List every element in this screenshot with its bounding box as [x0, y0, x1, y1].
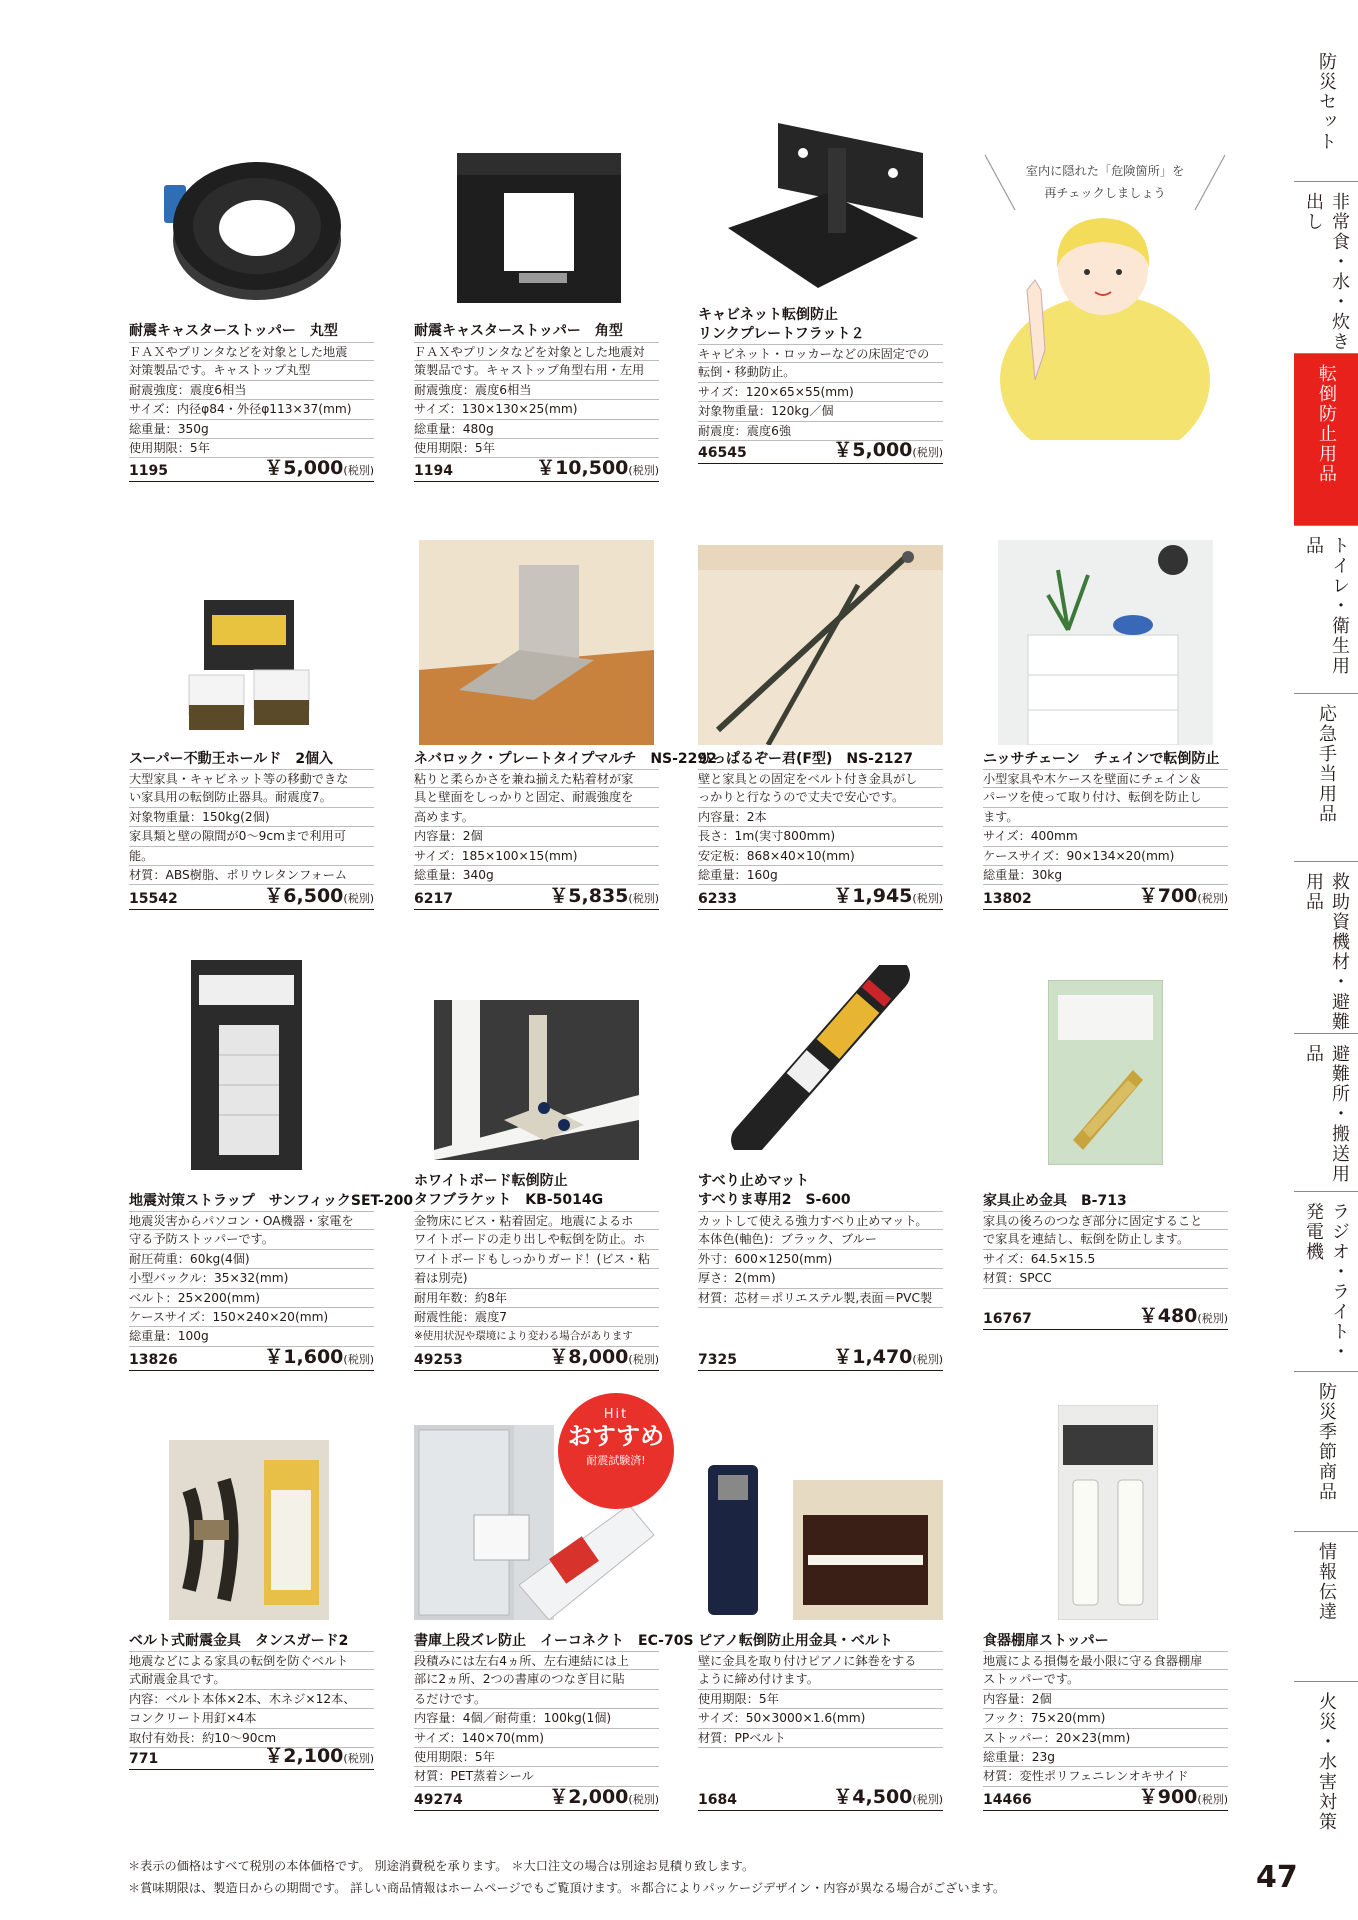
caster-stopper-round-image	[159, 140, 349, 315]
bubble-line: 室内に隠れた「危険箇所」を	[1025, 164, 1185, 178]
tab-hinanjo[interactable]	[1294, 1034, 1358, 1192]
product-title	[698, 750, 943, 769]
product-description	[983, 1651, 1228, 1787]
product-footer	[698, 1787, 943, 1811]
product-title-line: 地震対策ストラップ サンフィックSET-200	[129, 1193, 414, 1209]
product-title-line: ピアノ転倒防止用金具・ベルト	[698, 1633, 893, 1649]
desc-line: 材質：SPCC	[983, 1269, 1228, 1288]
desc-line: サイズ：64.5×15.5	[983, 1250, 1228, 1269]
desc-line: 内容量：2個	[414, 827, 659, 846]
product-photo-hipparuzo	[698, 545, 943, 745]
tab-tentou-boushi[interactable]	[1294, 354, 1358, 526]
product-price	[833, 881, 943, 908]
product-footer	[698, 1347, 943, 1371]
desc-line: るだけです。	[414, 1690, 659, 1709]
product-title	[698, 1632, 943, 1651]
desc-line: 使用期限：5年	[414, 439, 659, 458]
product-description	[414, 769, 659, 885]
desc-line: 内容：ベルト本体×2本、木ネジ×12本、	[129, 1690, 374, 1709]
desc-line: 材質：芯材＝ポリエステル製,表面＝PVC製	[698, 1289, 943, 1308]
desc-line: 総重量：160g	[698, 866, 943, 885]
product-code: 7325	[698, 1352, 737, 1368]
desc-line: サイズ：50×3000×1.6(mm)	[698, 1709, 943, 1728]
product-title	[414, 1172, 659, 1210]
product-footer	[129, 886, 374, 910]
desc-line: 家具類と壁の隙間が0〜9cmまで利用可	[129, 827, 374, 846]
desc-line: 能。	[129, 847, 374, 866]
product-title-line: 耐震キャスターストッパー 丸型	[129, 323, 338, 339]
product-footer	[414, 1347, 659, 1371]
tax-label: (税別)	[912, 1793, 943, 1806]
tax-label: (税別)	[628, 892, 659, 905]
desc-line: 総重量：30kg	[983, 866, 1228, 885]
desc-line: 着は別売)	[414, 1269, 659, 1288]
tab-label: トイレ・衛生用品	[1303, 536, 1350, 676]
desc-line: ベルト：25×200(mm)	[129, 1289, 374, 1308]
desc-line: フック：75×20(mm)	[983, 1709, 1228, 1728]
product-price	[1139, 881, 1228, 908]
tab-kyuujo-shikizai[interactable]	[1294, 862, 1358, 1034]
product-code: 1194	[414, 463, 453, 479]
desc-line: ワイトボードの走り出しや転倒を防止。ホ	[414, 1230, 659, 1249]
product-title-line: ひっぱるぞー君(F型) NS-2127	[698, 751, 913, 767]
tax-label: (税別)	[1197, 1312, 1228, 1325]
product-description	[698, 344, 943, 441]
tab-label: 火災・水害対策	[1316, 1692, 1337, 1832]
product-title-line: リンクプレートフラット２	[698, 326, 865, 342]
product-card-16767	[983, 960, 1228, 1360]
product-price	[549, 1342, 659, 1369]
desc-line: 式耐震金具です。	[129, 1670, 374, 1689]
product-footer	[129, 1347, 374, 1371]
desc-line: 家具の後ろのつなぎ部分に固定すること	[983, 1211, 1228, 1230]
product-card-13802	[983, 540, 1228, 920]
product-footer	[414, 458, 659, 482]
suberima-mat-roll-image	[718, 965, 918, 1150]
product-footer	[698, 440, 943, 464]
product-footer	[698, 886, 943, 910]
product-card-15542	[129, 540, 374, 920]
desc-line: い家具用の転倒防止器具。耐震度7。	[129, 788, 374, 807]
price-value: ￥480	[1138, 1305, 1198, 1327]
product-footer	[414, 886, 659, 910]
desc-line: 段積みには左右4ヵ所、左右連結には上	[414, 1651, 659, 1670]
tax-label: (税別)	[628, 1353, 659, 1366]
desc-line: 外寸：600×1250(mm)	[698, 1250, 943, 1269]
tax-label: (税別)	[343, 1752, 374, 1765]
desc-line: 長さ：1m(実寸800mm)	[698, 827, 943, 846]
tax-label: (税別)	[628, 1793, 659, 1806]
product-photo-cupboard-stopper	[1058, 1405, 1158, 1620]
price-value: ￥900	[1138, 1786, 1198, 1808]
desc-line: サイズ：120×65×55(mm)	[698, 383, 943, 402]
tax-label: (税別)	[912, 892, 943, 905]
product-price	[536, 453, 659, 480]
product-card-13826	[129, 960, 414, 1370]
tab-label: 応急手当用品	[1316, 704, 1337, 824]
desc-line: 総重量：480g	[414, 420, 659, 439]
product-title-line: ネバロック・プレートタイプマルチ NS-2292	[414, 751, 717, 767]
desc-note: ※使用状況や環境により変わる場合があります	[414, 1327, 659, 1346]
price-value: ￥1,470	[833, 1346, 913, 1368]
product-title	[129, 1192, 414, 1211]
desc-line: 材質：変性ポリフェニレンオキサイド	[983, 1767, 1228, 1786]
footer-notes	[128, 1855, 1128, 1899]
desc-line: 耐圧荷重：60kg(4個)	[129, 1250, 374, 1269]
category-tabs	[1294, 42, 1358, 1862]
speech-bubble	[1010, 160, 1200, 204]
desc-line: サイズ：140×70(mm)	[414, 1729, 659, 1748]
desc-line: 材質：ABS樹脂、ポリウレタンフォーム	[129, 866, 374, 885]
product-footer	[983, 886, 1228, 910]
product-price	[1139, 1301, 1228, 1328]
page-number: 47	[1256, 1860, 1298, 1895]
desc-line: ワイトボードもしっかりガード！(ビス・粘	[414, 1250, 659, 1269]
desc-line: 総重量：350g	[129, 420, 374, 439]
desc-line: 壁に金具を取り付けピアノに鉢巻をする	[698, 1651, 943, 1670]
tab-radio-light[interactable]	[1294, 1192, 1358, 1372]
product-description	[129, 342, 374, 458]
product-photo-nevarock	[419, 540, 654, 745]
desc-line: ストッパー：20×23(mm)	[983, 1729, 1228, 1748]
product-title	[414, 750, 717, 769]
product-photo-sunfic-strap	[189, 960, 304, 1170]
product-code: 16767	[983, 1311, 1032, 1327]
product-description	[414, 342, 659, 458]
product-title	[698, 306, 943, 344]
tax-label: (税別)	[343, 1353, 374, 1366]
desc-line: 耐震強度：震度6相当	[129, 381, 374, 400]
desc-line: コンクリート用釘×4本	[129, 1709, 374, 1728]
product-title-line: 食器棚扉ストッパー	[983, 1633, 1109, 1649]
product-price	[833, 1782, 943, 1809]
tab-label: 避難所・搬送用品	[1303, 1044, 1350, 1184]
product-title	[983, 750, 1228, 769]
product-card-1194	[414, 130, 659, 490]
tab-label: 防災季節商品	[1316, 1382, 1337, 1502]
product-title	[983, 1632, 1228, 1651]
product-title-line: 耐震キャスターストッパー 角型	[414, 323, 623, 339]
desc-line: ＦＡＸやプリンタなどを対象とした地震対	[414, 342, 659, 361]
product-code: 13826	[129, 1352, 178, 1368]
product-card-7325	[698, 960, 943, 1370]
desc-line: パーツを使って取り付け、転倒を防止し	[983, 788, 1228, 807]
cupboard-stopper-package-image	[1058, 1405, 1158, 1620]
product-code: 13802	[983, 891, 1032, 907]
tab-oukyuu-teate[interactable]	[1294, 694, 1358, 862]
desc-line: 金物床にビス・粘着固定。地震によるホ	[414, 1211, 659, 1230]
product-price	[264, 453, 374, 480]
desc-line: 使用期限：5年	[129, 439, 374, 458]
desc-line: 厚さ：2(mm)	[698, 1269, 943, 1288]
product-card-6233	[698, 540, 943, 920]
tab-jouhou-dentatsu[interactable]	[1294, 1532, 1358, 1682]
desc-line: 小型バックル：35×32(mm)	[129, 1269, 374, 1288]
product-photo-tough-bracket	[434, 1000, 639, 1160]
price-value: ￥4,500	[833, 1786, 913, 1808]
desc-line: 対象物重量：150kg(2個)	[129, 808, 374, 827]
product-footer	[983, 1787, 1228, 1811]
product-card-46545	[698, 118, 943, 478]
price-value: ￥1,945	[833, 885, 913, 907]
nissa-chain-shelf-image	[998, 540, 1213, 745]
tab-label: 救助資機材・避難用品	[1303, 872, 1350, 1032]
desc-line: 大型家具・キャビネット等の移動できな	[129, 769, 374, 788]
product-card-6217	[414, 540, 717, 920]
product-price	[264, 1741, 374, 1768]
product-price	[549, 881, 659, 908]
desc-line: 対象物重量：120kg／個	[698, 402, 943, 421]
desc-line: 取付有効長：約10〜90cm	[129, 1729, 374, 1748]
product-photo-piano-belt	[703, 1465, 943, 1620]
desc-line: 総重量：100g	[129, 1327, 374, 1346]
recommend-label: おすすめ	[567, 1422, 665, 1450]
desc-line: 耐用年数：約8年	[414, 1289, 659, 1308]
product-title-line: すべりま専用2 S-600	[698, 1192, 851, 1208]
b713-bracket-package-image	[1048, 980, 1163, 1165]
desc-line: 壁と家具との固定をベルト付き金具がし	[698, 769, 943, 788]
link-plate-image	[708, 118, 933, 303]
nevarock-plate-image	[419, 540, 654, 745]
product-title-line: スーパー不動王ホールド 2個入	[129, 751, 334, 767]
bubble-line: 再チェックしましょう	[1044, 186, 1166, 200]
product-code: 15542	[129, 891, 178, 907]
desc-line: ます。	[983, 808, 1228, 827]
product-footer	[129, 458, 374, 482]
desc-line: 地震による損傷を最小限に守る食器棚扉	[983, 1651, 1228, 1670]
product-footer	[414, 1787, 659, 1811]
desc-line: 本体色(軸色)：ブラック、ブルー	[698, 1230, 943, 1249]
product-code: 6217	[414, 891, 453, 907]
desc-line: で家具を連結し、転倒を防止します。	[983, 1230, 1228, 1249]
price-value: ￥1,600	[264, 1346, 344, 1368]
hit-recommended-badge	[558, 1393, 674, 1509]
desc-line: 耐震強度：震度6相当	[414, 381, 659, 400]
product-price	[549, 1782, 659, 1809]
price-value: ￥8,000	[549, 1346, 629, 1368]
price-value: ￥10,500	[536, 457, 629, 479]
caster-stopper-square-image	[449, 145, 629, 315]
price-value: ￥5,835	[549, 885, 629, 907]
product-description	[983, 769, 1228, 885]
desc-line: 部に2ヵ所、2つの書庫のつなぎ目に貼	[414, 1670, 659, 1689]
tax-label: (税別)	[912, 1353, 943, 1366]
product-title	[414, 1632, 694, 1651]
desc-line: サイズ：400mm	[983, 827, 1228, 846]
product-title-line: 家具止め金具 B-713	[983, 1193, 1127, 1209]
product-title	[129, 1632, 374, 1651]
desc-line: 策製品です。キャストップ角型右用・左用	[414, 361, 659, 380]
tab-kisetsu-shouhin[interactable]	[1294, 1372, 1358, 1532]
tough-bracket-image	[434, 1000, 639, 1160]
price-value: ￥2,000	[549, 1786, 629, 1808]
desc-line: 安定板：868×40×10(mm)	[698, 847, 943, 866]
product-title-line: 書庫上段ズレ防止 イーコネクト EC-70S	[414, 1633, 694, 1649]
desc-line: サイズ：185×100×15(mm)	[414, 847, 659, 866]
desc-line: ように締め付けます。	[698, 1670, 943, 1689]
product-price	[264, 1342, 374, 1369]
product-price	[1139, 1782, 1228, 1809]
tested-label: 耐震試験済!	[586, 1454, 646, 1467]
product-photo-nissa-chain	[998, 540, 1213, 745]
product-photo-caster-round	[159, 140, 349, 315]
product-footer	[129, 1746, 374, 1770]
desc-line: カットして使える強力すべり止めマット。	[698, 1211, 943, 1230]
tax-label: (税別)	[912, 446, 943, 459]
desc-line: キャビネット・ロッカーなどの床固定での	[698, 344, 943, 363]
product-title	[414, 322, 659, 341]
tab-bousai-set[interactable]	[1294, 42, 1358, 182]
product-photo-link-plate	[708, 118, 933, 303]
tab-label: 情報伝達	[1316, 1542, 1337, 1622]
product-code: 6233	[698, 891, 737, 907]
price-value: ￥5,000	[264, 457, 344, 479]
desc-line: 地震などによる家具の転倒を防ぐベルト	[129, 1651, 374, 1670]
desc-line: 総重量：340g	[414, 866, 659, 885]
desc-line: 使用期限：5年	[698, 1690, 943, 1709]
product-title-line: すべり止めマット	[698, 1173, 810, 1189]
product-code: 49274	[414, 1792, 463, 1808]
fudouou-hold-image	[184, 595, 319, 735]
product-photo-caster-square	[449, 145, 629, 315]
product-card-1684	[698, 1400, 943, 1808]
price-value: ￥6,500	[264, 885, 344, 907]
desc-line: っかりと行なうので丈夫で安心です。	[698, 788, 943, 807]
desc-line: 材質：PET蒸着シール	[414, 1767, 659, 1786]
product-description	[129, 1211, 374, 1347]
product-title	[698, 1172, 943, 1210]
product-title	[983, 1192, 1228, 1211]
piano-belt-image	[703, 1465, 943, 1620]
product-description	[983, 1211, 1228, 1289]
desc-line: 使用期限：5年	[414, 1748, 659, 1767]
desc-line: 高めます。	[414, 808, 659, 827]
product-description	[129, 1651, 374, 1748]
product-code: 14466	[983, 1792, 1032, 1808]
tab-label: 防災セット	[1316, 52, 1337, 152]
desc-line: ＦＡＸやプリンタなどを対象とした地震	[129, 342, 374, 361]
product-code: 771	[129, 1751, 159, 1767]
product-photo-suberima	[718, 965, 918, 1150]
desc-line: 耐震性能：震度7	[414, 1308, 659, 1327]
product-title-line: キャビネット転倒防止	[698, 307, 838, 323]
product-card-1195	[129, 130, 374, 490]
product-title-line: ホワイトボード転倒防止	[414, 1173, 568, 1189]
tansguard-belt-image	[169, 1440, 329, 1620]
product-description	[698, 1211, 943, 1308]
desc-line: 材質：PPベルト	[698, 1729, 943, 1748]
footer-note-line: ＊表示の価格はすべて税別の本体価格です。 別途消費税を承ります。 ＊大口注文の場合は別途お見積り致します。	[128, 1859, 755, 1873]
desc-line: 転倒・移動防止。	[698, 363, 943, 382]
product-code: 46545	[698, 445, 747, 461]
hipparuzo-belt-image	[698, 545, 943, 745]
footer-note-line: ＊賞味期限は、製造日からの期間です。 詳しい商品情報はホームページでもご覧頂けます。＊都合によりパッケージデザイン・内容が異なる場合がございます。	[128, 1881, 1006, 1895]
product-title	[129, 750, 374, 769]
tax-label: (税別)	[1197, 892, 1228, 905]
desc-line: 総重量：23g	[983, 1748, 1228, 1767]
price-value: ￥5,000	[833, 439, 913, 461]
product-code: 49253	[414, 1352, 463, 1368]
desc-line: 守る予防ストッパーです。	[129, 1230, 374, 1249]
product-title-line: タフブラケット KB-5014G	[414, 1192, 604, 1208]
product-title	[129, 322, 374, 341]
product-code: 1684	[698, 1792, 737, 1808]
tab-toilet-eisei[interactable]	[1294, 526, 1358, 694]
product-description	[414, 1211, 659, 1347]
desc-line: 内容量：4個／耐荷重：100kg(1個)	[414, 1709, 659, 1728]
product-description	[698, 1651, 943, 1748]
desc-line: 内容量：2個	[983, 1690, 1228, 1709]
product-photo-tansguard	[169, 1440, 329, 1620]
product-card-49253	[414, 960, 659, 1370]
product-price	[833, 1342, 943, 1369]
desc-line: サイズ：130×130×25(mm)	[414, 400, 659, 419]
desc-line: 具と壁面をしっかりと固定、耐震強度を	[414, 788, 659, 807]
product-footer	[983, 1306, 1228, 1330]
desc-line: ケースサイズ：150×240×20(mm)	[129, 1308, 374, 1327]
tab-label: 転倒防止用品	[1316, 364, 1337, 484]
desc-line: 対策製品です。キャストップ丸型	[129, 361, 374, 380]
tab-label: 非常食・水・炊き出し	[1303, 192, 1350, 352]
product-card-14466	[983, 1400, 1228, 1808]
desc-line: 小型家具や木ケースを壁面にチェイン＆	[983, 769, 1228, 788]
product-description	[414, 1651, 659, 1787]
tab-hijoushoku[interactable]	[1294, 182, 1358, 354]
price-value: ￥2,100	[264, 1745, 344, 1767]
tax-label: (税別)	[343, 892, 374, 905]
hit-label: Hit	[603, 1407, 629, 1422]
product-photo-b713	[1048, 980, 1163, 1165]
desc-line: 耐震度：震度6強	[698, 422, 943, 441]
desc-line: 粘りと柔らかさを兼ね揃えた粘着材が家	[414, 769, 659, 788]
desc-line: 内容量：2本	[698, 808, 943, 827]
sunfic-strap-package-image	[189, 960, 304, 1170]
desc-line: サイズ：内径φ84・外径φ113×37(mm)	[129, 400, 374, 419]
desc-line: 地震災害からパソコン・OA機器・家電を	[129, 1211, 374, 1230]
tax-label: (税別)	[1197, 1793, 1228, 1806]
product-description	[129, 769, 374, 885]
desc-line: ストッパーです。	[983, 1670, 1228, 1689]
product-price	[264, 881, 374, 908]
desc-line: ケースサイズ：90×134×20(mm)	[983, 847, 1228, 866]
product-price	[833, 435, 943, 462]
tab-label: ラジオ・ライト・発電機	[1303, 1202, 1350, 1362]
product-code: 1195	[129, 463, 168, 479]
product-title-line: ベルト式耐震金具 タンスガード2	[129, 1633, 349, 1649]
product-title-line: ニッサチェーン チェインで転倒防止	[983, 751, 1220, 767]
product-card-771	[129, 1400, 374, 1800]
price-value: ￥700	[1138, 885, 1198, 907]
tax-label: (税別)	[628, 464, 659, 477]
product-photo-fudouou	[184, 595, 319, 735]
tab-kasai-suigai[interactable]	[1294, 1682, 1358, 1862]
product-description	[698, 769, 943, 885]
tax-label: (税別)	[343, 464, 374, 477]
